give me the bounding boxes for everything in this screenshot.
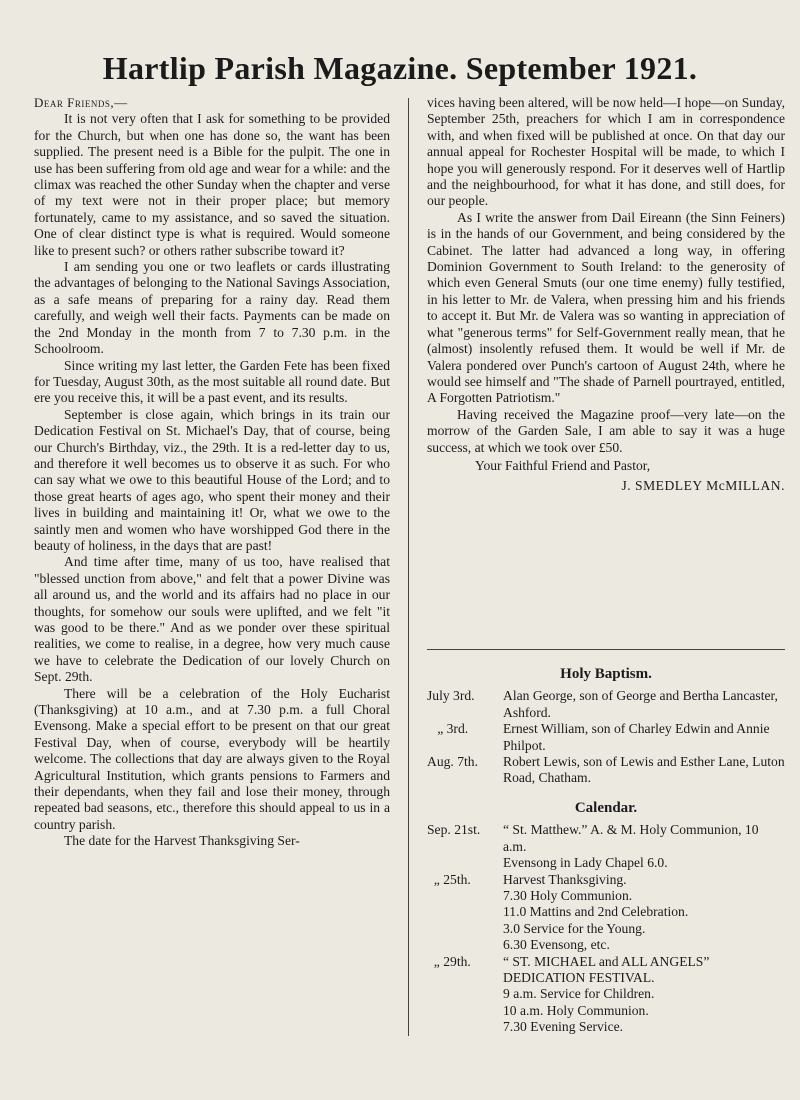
letter-paragraph: It is not very often that I ask for something to be provided for the Church, but when one has done so, the want has been supplied. The present need is a Bible for the pulpit. The one in use has been suffering from old age and wear for a while: and the climax was reached the other Sunday when the chapter and verse of my text were not in their proper place; but memory fortunately, came to my assistance, and so saved the situation. One of clear distinct type is what is required. Would someone like to present such? or others rather subscribe toward it? (34, 111, 390, 258)
baptism-title: Holy Baptism. (560, 666, 652, 682)
letter-signature: J. SMEDLEY McMILLAN. (621, 478, 785, 494)
letter-signoff: Your Faithful Friend and Pastor, (475, 457, 651, 473)
baptism-text: Alan George, son of George and Bertha Lancaster, Ashford. (503, 688, 778, 720)
letter-paragraph: Since writing my last letter, the Garden Fete has been fixed for Tuesday, August 30th, as the most suitable all round date. But ere you receive this, it will be a past event, and its results. (34, 357, 390, 406)
letter-salutation: Dear Friends,— (34, 95, 128, 110)
calendar-line: 11.0 Mattins and 2nd Celebration. (503, 904, 689, 920)
calendar-line: 3.0 Service for the Young. (503, 920, 646, 936)
calendar-section (427, 800, 785, 1036)
list-item (427, 872, 785, 888)
letter-paragraph: Having received the Magazine proof—very late—on the morrow of the Garden Sale, I am able to say it was a huge success, at which we took over £50. (427, 406, 785, 455)
letter-paragraph: The date for the Harvest Thanksgiving Ser- (64, 833, 300, 849)
calendar-line: 6.30 Evensong, etc. (503, 937, 610, 953)
letter-paragraph: September is close again, which brings in its train our Dedication Festival on St. Michael's Day, that of course, being our Church's Birthday, viz., the 29th. It is a red-letter day to us, and therefore it well becomes us to observe it as such. For who can say what we owe to this beautiful House of the Lord; and to those great hearts of ages ago, who spent their money and their lives in building and maintaining it! Or, what we owe to the saintly men and women who have worshipped God there in the beauty of holiness, in the days that are past! (34, 406, 390, 553)
list-item (427, 754, 785, 787)
calendar-line: 9 a.m. Service for Children. (503, 986, 655, 1002)
letter-paragraph: And time after time, many of us too, have realised that "blessed unction from above," and felt that a power Divine was all around us, and the world and its affairs had no place in our thoughts, for somehow our souls were uplifted, and we felt "it was good to be there." And as we ponder over these spiritual realities, we come to realise, in a degree, how very much cause we have to celebrate the Dedication of our lovely Church on Sept. 29th. (34, 554, 390, 685)
baptism-text: Robert Lewis, son of Lewis and Esther Lane, Luton Road, Chatham. (503, 754, 785, 786)
calendar-line: Evensong in Lady Chapel 6.0. (503, 855, 668, 871)
list-item (427, 954, 785, 987)
calendar-date: „ 29th. (427, 953, 471, 969)
letter-paragraph: There will be a celebration of the Holy Eucharist (Thanksgiving) at 10 a.m., and at 7.30 p.m. a full Choral Evensong. Make a special effort to be present on that our great Festival Day, when of course, everybody will be heartily welcome. The collections that day are always given to the Royal Agricultural Institution, which grants pensions to Farmers and their dependants, when they fail and lose their money, through repeated bad seasons, etc., therefore this should appeal to us in a country parish. (34, 685, 390, 832)
calendar-line: 7.30 Evening Service. (503, 1019, 624, 1035)
list-item (427, 822, 785, 855)
section-divider (427, 649, 785, 650)
page-title: Hartlip Parish Magazine. September 1921. (102, 50, 698, 86)
letter-paragraph: I am sending you one or two leaflets or cards illustrating the advantages of belonging to the National Savings Association, as a safe means of preparing for a rainy day. Read them carefully, and weigh well their facts. Payments can be made on the 2nd Monday in the month from 7 to 7.30 p.m. in the Schoolroom. (34, 259, 390, 357)
letter-left-column (34, 95, 390, 850)
baptism-date: „ 3rd. (427, 721, 469, 737)
letter-paragraph: As I write the answer from Dail Eireann (the Sinn Feiners) is in the hands of our Government, and being considered by the Cabinet. The latter had advanced a long way, in offering Dominion Government to South Ireland: to the generosity of which even General Smuts (our one time enemy) fully testified, in his letter to Mr. de Valera, when pressing him and his friends to accept it. But Mr. de Valera was so wanting in appreciation of what "generous terms" for Self-Government really mean, that he (almost) insolently refused them. It would be well if Mr. de Valera pondered over Punch's cartoon of August 24th, where he would see himself and "The shade of Parnell pourtrayed, entitled, A Forgotten Patriotism." (427, 209, 785, 406)
list-item (427, 688, 785, 721)
baptism-section (427, 666, 785, 787)
baptism-text: Ernest William, son of Charley Edwin and Annie Philpot. (503, 721, 770, 753)
calendar-title: Calendar. (574, 800, 638, 816)
calendar-line: Harvest Thanksgiving. (503, 871, 627, 887)
letter-right-column (427, 95, 785, 495)
baptism-date: Aug. 7th. (427, 754, 478, 770)
calendar-line: “ ST. MICHAEL and ALL ANGELS” DEDICATION FESTIVAL. (503, 953, 710, 986)
column-divider (408, 98, 409, 1036)
calendar-line: 7.30 Holy Communion. (503, 888, 633, 904)
calendar-line: “ St. Matthew.” A. & M. Holy Communion, 10 a.m. (503, 822, 759, 854)
calendar-line: 10 a.m. Holy Communion. (503, 1002, 649, 1018)
baptism-date: July 3rd. (427, 688, 475, 704)
calendar-date: „ 25th. (427, 871, 471, 887)
calendar-date: Sep. 21st. (427, 822, 481, 838)
list-item (427, 721, 785, 754)
letter-paragraph: vices having been altered, will be now held—I hope—on Sunday, September 25th, preachers for which I am in correspondence with, and when fixed will be published at once. On that day our annual appeal for Rochester Hospital will be made, to which I hope you will generously respond. For it deserves well of Hartlip and the neighbourhood, for what it has done, and still does, for our people. (427, 95, 785, 209)
